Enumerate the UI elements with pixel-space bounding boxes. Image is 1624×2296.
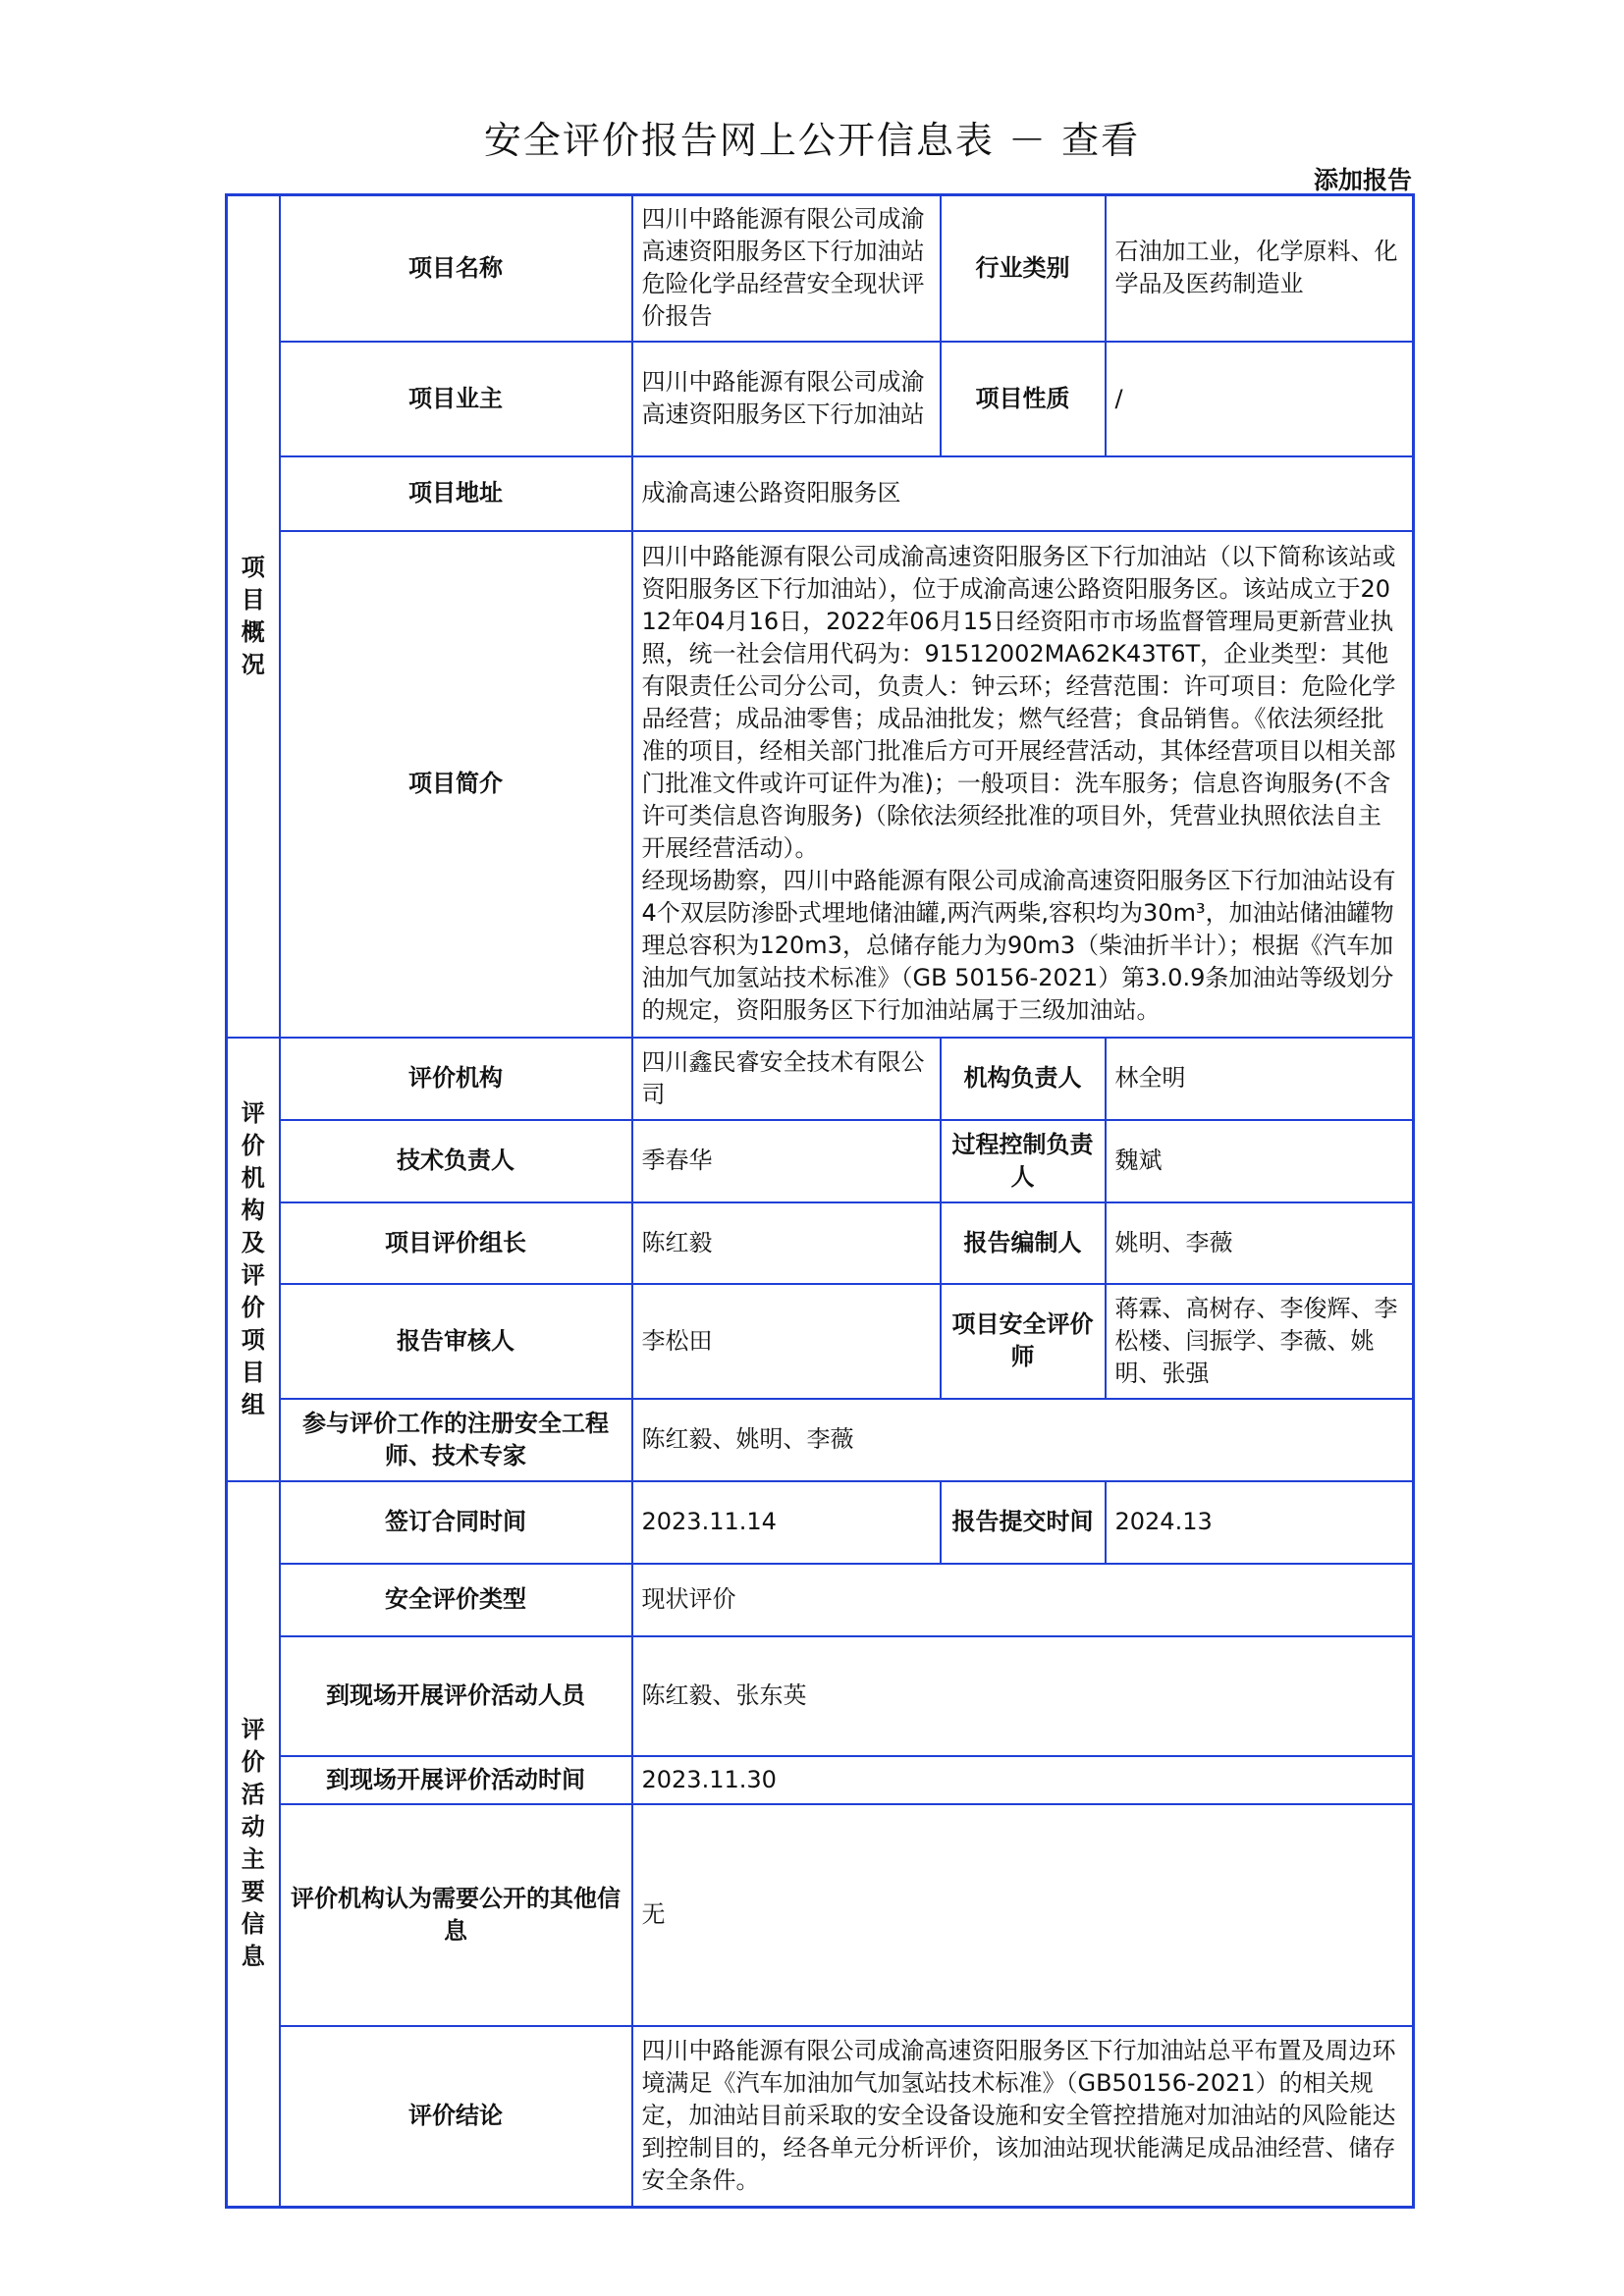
label-site-people: 到现场开展评价活动人员 bbox=[280, 1636, 632, 1756]
section-heading-activity: 评价活动主要信息 bbox=[227, 1481, 280, 2208]
section-heading-overview: 项目概况 bbox=[227, 195, 280, 1038]
value-project-nature: / bbox=[1106, 342, 1414, 456]
label-project-name: 项目名称 bbox=[280, 195, 632, 342]
row-site-people bbox=[227, 1636, 1414, 1756]
intro-paragraph-1: 四川中路能源有限公司成渝高速资阳服务区下行加油站（以下简称该站或资阳服务区下行加油站），位于成渝高速公路资阳服务区。该站成立于2012年04月16日，2022年06月15日经资阳市市场监督管理局更新营业执照，统一社会信用代码为：91512002MA62K43T6T，企业类型：其他有限责任公司分公司，负责人：钟云环；经营范围：许可项目：危险化学品经营；成品油零售；成品油批发；燃气经营；食品销售。《依法须经批准的项目，经相关部门批准后方可开展经营活动，其体经营项目以相关部门批准文件或许可证件为准)；一般项目：洗车服务；信息咨询服务(不含许可类信息咨询服务)（除依法须经批准的项目外，凭营业执照依法自主开展经营活动）。 bbox=[641, 543, 1396, 862]
page-title: 安全评价报告网上公开信息表 － 查看 bbox=[483, 119, 1141, 162]
label-project-intro: 项目简介 bbox=[280, 531, 632, 1038]
value-project-address: 成渝高速公路资阳服务区 bbox=[632, 456, 1414, 531]
label-team-leader: 项目评价组长 bbox=[280, 1202, 632, 1284]
label-process-head: 过程控制负责人 bbox=[941, 1120, 1106, 1202]
intro-paragraph-2: 经现场勘察，四川中路能源有限公司成渝高速资阳服务区下行加油站设有4个双层防渗卧式埋地储油罐,两汽两柴,容积均为30m³，加油站储油罐物理总容积为120m3，总储存能力为90m3（柴油折半计）；根据《汽车加油加气加氢站技术标准》（GB 50156-2021）第3.0.9条加油站等级划分的规定，资阳服务区下行加油站属于三级加油站。 bbox=[641, 867, 1396, 1024]
report-info-table bbox=[225, 193, 1415, 2209]
value-project-name: 四川中路能源有限公司成渝高速资阳服务区下行加油站危险化学品经营安全现状评价报告 bbox=[632, 195, 941, 342]
label-project-owner: 项目业主 bbox=[280, 342, 632, 456]
label-industry: 行业类别 bbox=[941, 195, 1106, 342]
label-report-author: 报告编制人 bbox=[941, 1202, 1106, 1284]
row-project-owner bbox=[227, 342, 1414, 456]
row-tech-head bbox=[227, 1120, 1414, 1202]
section-heading-org: 评价机构及评价项目组 bbox=[227, 1038, 280, 1481]
value-engineers: 陈红毅、姚明、李薇 bbox=[632, 1399, 1414, 1481]
value-reviewer: 李松田 bbox=[632, 1284, 941, 1399]
row-project-address bbox=[227, 456, 1414, 531]
value-project-intro bbox=[632, 531, 1414, 1038]
label-tech-head: 技术负责人 bbox=[280, 1120, 632, 1202]
value-process-head: 魏斌 bbox=[1106, 1120, 1414, 1202]
row-reviewer bbox=[227, 1284, 1414, 1399]
value-site-time: 2023.11.30 bbox=[632, 1756, 1414, 1804]
value-safety-evaluators: 蒋霖、高树存、李俊辉、李松楼、闫振学、李薇、姚明、张强 bbox=[1106, 1284, 1414, 1399]
label-org-head: 机构负责人 bbox=[941, 1038, 1106, 1120]
row-other-info bbox=[227, 1804, 1414, 2026]
add-report-link[interactable]: 添加报告 bbox=[1313, 166, 1412, 194]
label-evaluation-org: 评价机构 bbox=[280, 1038, 632, 1120]
value-team-leader: 陈红毅 bbox=[632, 1202, 941, 1284]
row-site-time bbox=[227, 1756, 1414, 1804]
row-evaluation-org bbox=[227, 1038, 1414, 1120]
value-evaluation-org: 四川鑫民睿安全技术有限公司 bbox=[632, 1038, 941, 1120]
label-project-nature: 项目性质 bbox=[941, 342, 1106, 456]
label-site-time: 到现场开展评价活动时间 bbox=[280, 1756, 632, 1804]
row-contract-date bbox=[227, 1481, 1414, 1564]
value-other-info: 无 bbox=[632, 1804, 1414, 2026]
row-project-intro bbox=[227, 531, 1414, 1038]
label-other-info: 评价机构认为需要公开的其他信息 bbox=[280, 1804, 632, 2026]
label-reviewer: 报告审核人 bbox=[280, 1284, 632, 1399]
row-project-name bbox=[227, 195, 1414, 342]
label-contract-date: 签订合同时间 bbox=[280, 1481, 632, 1564]
value-submit-date: 2024.13 bbox=[1106, 1481, 1414, 1564]
value-site-people: 陈红毅、张东英 bbox=[632, 1636, 1414, 1756]
value-industry: 石油加工业，化学原料、化学品及医药制造业 bbox=[1106, 195, 1414, 342]
label-conclusion: 评价结论 bbox=[280, 2026, 632, 2208]
label-project-address: 项目地址 bbox=[280, 456, 632, 531]
row-evaluation-type bbox=[227, 1564, 1414, 1636]
row-conclusion bbox=[227, 2026, 1414, 2208]
label-safety-evaluators: 项目安全评价师 bbox=[941, 1284, 1106, 1399]
label-engineers: 参与评价工作的注册安全工程师、技术专家 bbox=[280, 1399, 632, 1481]
value-evaluation-type: 现状评价 bbox=[632, 1564, 1414, 1636]
row-engineers bbox=[227, 1399, 1414, 1481]
value-report-author: 姚明、李薇 bbox=[1106, 1202, 1414, 1284]
value-conclusion: 四川中路能源有限公司成渝高速资阳服务区下行加油站总平布置及周边环境满足《汽车加油加气加氢站技术标准》（GB50156-2021）的相关规定，加油站目前采取的安全设备设施和安全管控措施对加油站的风险能达到控制目的，经各单元分析评价，该加油站现状能满足成品油经营、储存安全条件。 bbox=[632, 2026, 1414, 2208]
value-org-head: 林全明 bbox=[1106, 1038, 1414, 1120]
value-tech-head: 季春华 bbox=[632, 1120, 941, 1202]
row-team-leader bbox=[227, 1202, 1414, 1284]
value-contract-date: 2023.11.14 bbox=[632, 1481, 941, 1564]
value-project-owner: 四川中路能源有限公司成渝高速资阳服务区下行加油站 bbox=[632, 342, 941, 456]
label-evaluation-type: 安全评价类型 bbox=[280, 1564, 632, 1636]
label-submit-date: 报告提交时间 bbox=[941, 1481, 1106, 1564]
